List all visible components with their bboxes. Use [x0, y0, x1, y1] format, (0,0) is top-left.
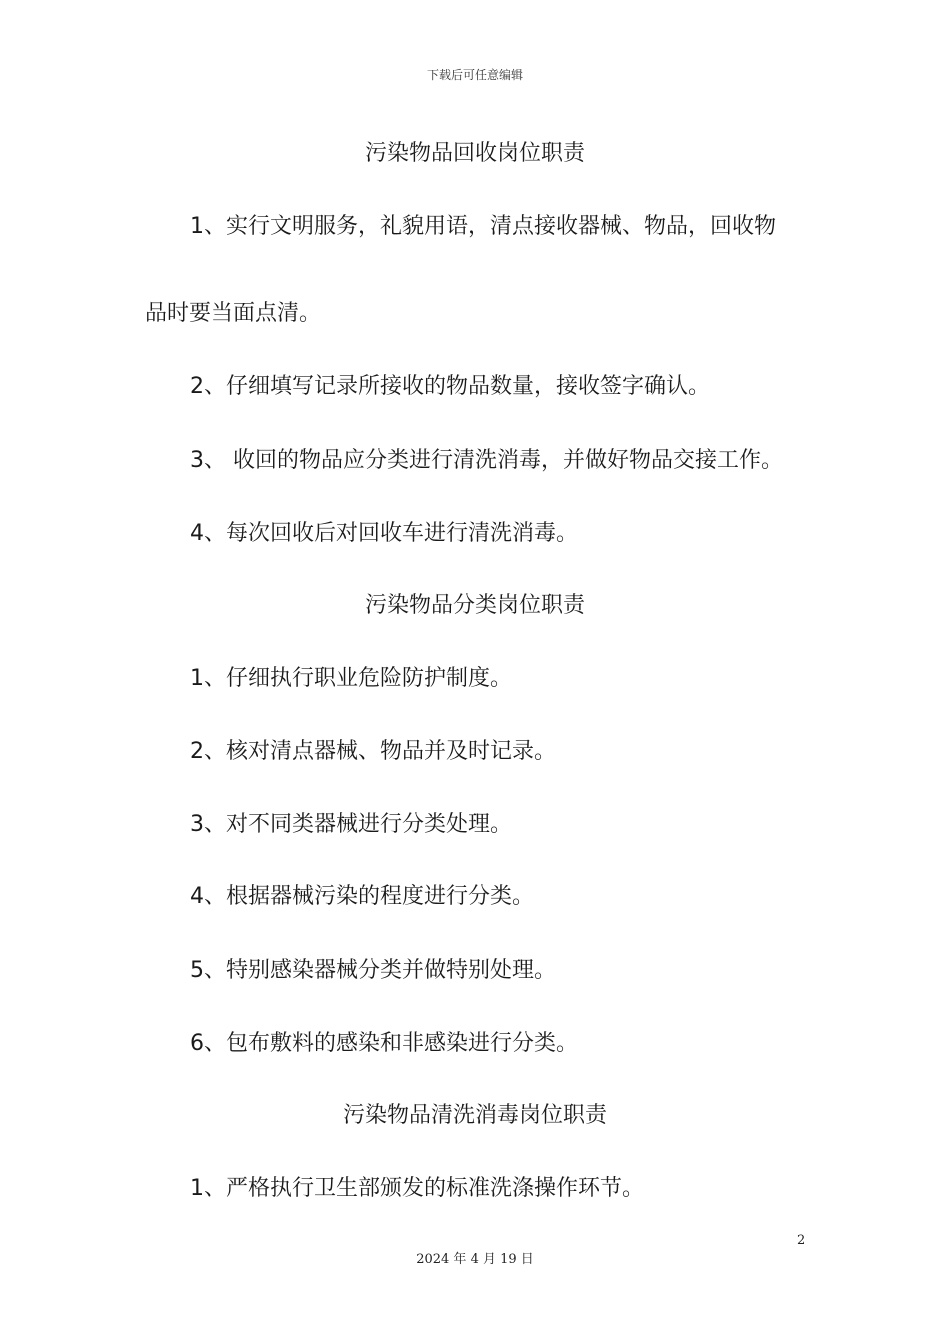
- list-item: 2、核对清点器械、物品并及时记录。: [190, 739, 556, 764]
- list-item: 4、每次回收后对回收车进行清洗消毒。: [190, 521, 578, 546]
- list-item: 3、对不同类器械进行分类处理。: [190, 812, 512, 837]
- list-item: 5、特别感染器械分类并做特别处理。: [190, 958, 556, 983]
- list-item: 1、严格执行卫生部颁发的标准洗涤操作环节。: [190, 1176, 644, 1201]
- list-item: 1、实行文明服务，礼貌用语，清点接收器械、物品，回收物: [190, 214, 776, 239]
- list-item: 4、根据器械污染的程度进行分类。: [190, 884, 534, 909]
- page-number: 2: [797, 1233, 806, 1248]
- section-title: 污染物品分类岗位职责: [364, 593, 585, 618]
- list-item: 3、 收回的物品应分类进行清洗消毒，并做好物品交接工作。: [190, 448, 783, 473]
- section-title: 污染物品清洗消毒岗位职责: [342, 1103, 607, 1128]
- section-title: 污染物品回收岗位职责: [364, 141, 585, 166]
- footer-date: 2024 年 4 月 19 日: [416, 1252, 534, 1267]
- list-item: 6、包布敷料的感染和非感染进行分类。: [190, 1031, 578, 1056]
- list-item: 2、仔细填写记录所接收的物品数量，接收签字确认。: [190, 374, 710, 399]
- list-item: 1、仔细执行职业危险防护制度。: [190, 666, 512, 691]
- header-note: 下载后可任意编辑: [426, 68, 523, 82]
- list-item-continuation: 品时要当面点清。: [145, 301, 322, 326]
